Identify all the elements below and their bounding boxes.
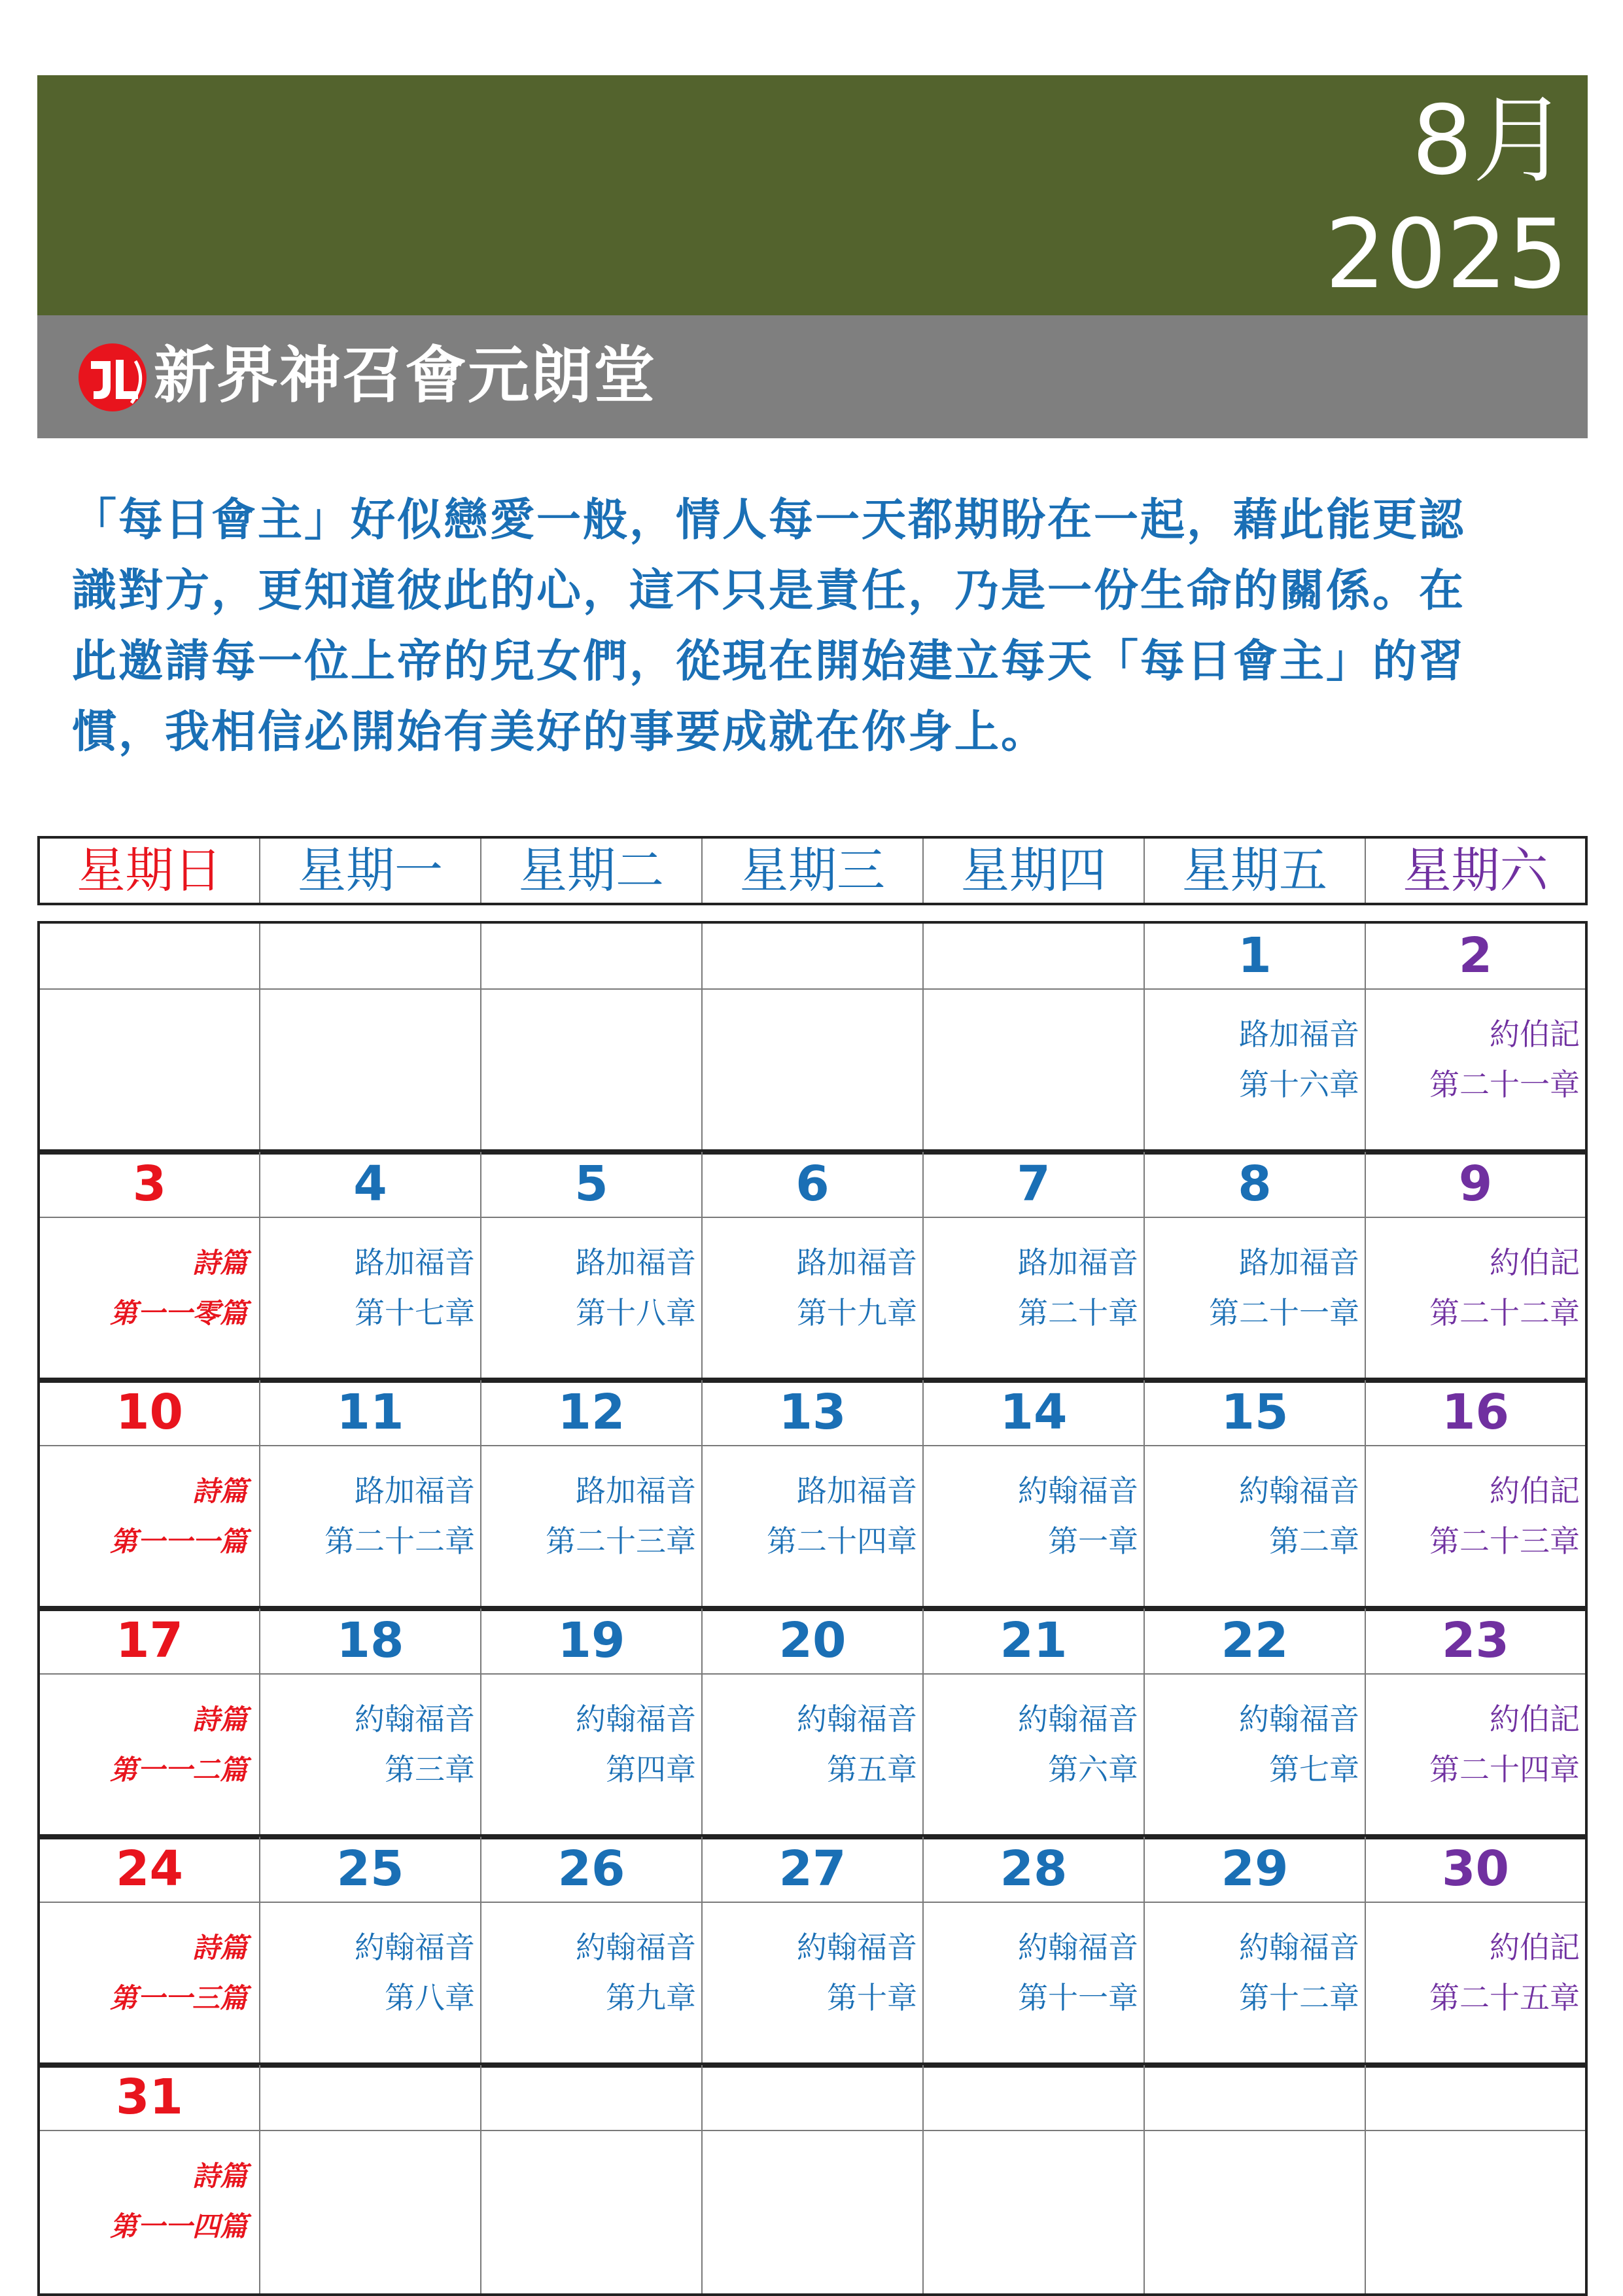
reading-cell [702, 989, 923, 1153]
reading-chapter: 第十八章 [576, 1295, 696, 1331]
reading-book: 路加福音 [355, 1245, 475, 1280]
reading-cell [1365, 1674, 1586, 1838]
reading-book: 約翰福音 [1239, 1701, 1359, 1737]
reading-book: 約翰福音 [1018, 1930, 1138, 1965]
reading-cell [1144, 1446, 1365, 1610]
day-number: 23 [1365, 1607, 1586, 1674]
reading-chapter: 第二章 [1269, 1523, 1359, 1559]
calendar-week [37, 1606, 1588, 1839]
reading-book: 約伯記 [1490, 1930, 1580, 1965]
calendar-week [37, 2062, 1588, 2296]
reading-chapter: 第一一二篇 [109, 1754, 247, 1786]
reading-chapter: 第一一三篇 [109, 1982, 247, 2014]
reading-cell [481, 1217, 702, 1382]
calendar-week [37, 921, 1588, 1155]
reading-chapter: 第二十五章 [1429, 1980, 1580, 2015]
calendar-week [37, 1149, 1588, 1383]
reading-book: 路加福音 [1239, 1245, 1359, 1280]
day-number [481, 922, 702, 989]
day-number: 18 [260, 1607, 481, 1674]
reading-cell [39, 1902, 260, 2066]
reading-cell [923, 1674, 1144, 1838]
reading-book: 約伯記 [1490, 1017, 1580, 1052]
reading-book: 約翰福音 [355, 1701, 475, 1737]
day-number [260, 922, 481, 989]
reading-chapter: 第二十二章 [324, 1523, 475, 1559]
reading-chapter: 第二十一章 [1209, 1295, 1359, 1331]
day-number: 10 [39, 1379, 260, 1446]
reading-cell [923, 1217, 1144, 1382]
reading-cell [1365, 989, 1586, 1153]
reading-cell [39, 1217, 260, 1382]
reading-chapter: 第十九章 [797, 1295, 917, 1331]
day-number [1365, 2064, 1586, 2131]
weekday-thursday: 星期四 [923, 837, 1144, 904]
day-number: 2 [1365, 922, 1586, 989]
day-number: 16 [1365, 1379, 1586, 1446]
day-number: 30 [1365, 1835, 1586, 1902]
reading-book: 路加福音 [1239, 1017, 1359, 1052]
reading-book: 路加福音 [1018, 1245, 1138, 1280]
reading-chapter: 第十一章 [1018, 1980, 1138, 2015]
day-number: 17 [39, 1607, 260, 1674]
day-number [260, 2064, 481, 2131]
day-number: 25 [260, 1835, 481, 1902]
reading-chapter: 第二十三章 [1429, 1523, 1580, 1559]
reading-chapter: 第二十二章 [1429, 1295, 1580, 1331]
reading-cell [481, 2131, 702, 2295]
reading-chapter: 第三章 [385, 1752, 475, 1787]
reading-cell [1144, 1902, 1365, 2066]
reading-cell [1365, 2131, 1586, 2295]
reading-cell [702, 2131, 923, 2295]
day-number [481, 2064, 702, 2131]
day-number [702, 2064, 923, 2131]
day-number: 26 [481, 1835, 702, 1902]
reading-book: 詩篇 [192, 1247, 247, 1279]
reading-cell [923, 989, 1144, 1153]
day-number: 20 [702, 1607, 923, 1674]
day-number: 6 [702, 1151, 923, 1217]
calendar-week [37, 1834, 1588, 2068]
intro-paragraph [72, 485, 1557, 768]
reading-cell [702, 1217, 923, 1382]
day-number: 29 [1144, 1835, 1365, 1902]
intro-line: 慣，我相信必開始有美好的事要成就在你身上。 [72, 706, 1048, 758]
reading-chapter: 第四章 [606, 1752, 696, 1787]
reading-cell [39, 1674, 260, 1838]
reading-cell [260, 989, 481, 1153]
reading-chapter: 第十章 [827, 1980, 917, 2015]
reading-cell [481, 1674, 702, 1838]
day-number: 24 [39, 1835, 260, 1902]
reading-book: 詩篇 [192, 1703, 247, 1735]
reading-cell [1144, 989, 1365, 1153]
reading-book: 約翰福音 [576, 1930, 696, 1965]
day-number: 12 [481, 1379, 702, 1446]
reading-chapter: 第十七章 [355, 1295, 475, 1331]
weekday-sunday: 星期日 [39, 837, 260, 904]
day-number: 8 [1144, 1151, 1365, 1217]
reading-book: 約翰福音 [797, 1930, 917, 1965]
reading-book: 約翰福音 [1018, 1473, 1138, 1508]
day-number: 4 [260, 1151, 481, 1217]
reading-cell [702, 1674, 923, 1838]
reading-cell [702, 1446, 923, 1610]
reading-chapter: 第十二章 [1239, 1980, 1359, 2015]
reading-book: 約翰福音 [1239, 1473, 1359, 1508]
day-number [923, 2064, 1144, 2131]
day-number: 13 [702, 1379, 923, 1446]
reading-book: 約翰福音 [797, 1701, 917, 1737]
weekday-header [37, 836, 1588, 905]
reading-book: 約伯記 [1490, 1245, 1580, 1280]
reading-cell [1144, 2131, 1365, 2295]
day-number: 9 [1365, 1151, 1586, 1217]
day-number: 15 [1144, 1379, 1365, 1446]
reading-chapter: 第一一一篇 [109, 1525, 247, 1557]
day-number [1144, 2064, 1365, 2131]
day-number [39, 922, 260, 989]
reading-cell [260, 1446, 481, 1610]
reading-cell [260, 1902, 481, 2066]
reading-chapter: 第二十章 [1018, 1295, 1138, 1331]
day-number: 19 [481, 1607, 702, 1674]
reading-chapter: 第八章 [385, 1980, 475, 2015]
reading-book: 路加福音 [797, 1245, 917, 1280]
reading-book: 約翰福音 [576, 1701, 696, 1737]
weekday-monday: 星期一 [260, 837, 481, 904]
reading-cell [39, 2131, 260, 2295]
reading-chapter: 第十六章 [1239, 1067, 1359, 1102]
weekday-wednesday: 星期三 [702, 837, 923, 904]
reading-cell [702, 1902, 923, 2066]
reading-cell [481, 989, 702, 1153]
reading-book: 路加福音 [797, 1473, 917, 1508]
church-logo-icon [77, 341, 152, 413]
day-number: 31 [39, 2064, 260, 2131]
reading-chapter: 第二十三章 [546, 1523, 696, 1559]
day-number [923, 922, 1144, 989]
day-number: 27 [702, 1835, 923, 1902]
day-number: 7 [923, 1151, 1144, 1217]
reading-chapter: 第一章 [1048, 1523, 1138, 1559]
reading-cell [1144, 1217, 1365, 1382]
reading-book: 約翰福音 [355, 1930, 475, 1965]
calendar-week [37, 1378, 1588, 1611]
reading-cell [923, 2131, 1144, 2295]
reading-book: 約伯記 [1490, 1473, 1580, 1508]
day-number: 14 [923, 1379, 1144, 1446]
reading-cell [260, 2131, 481, 2295]
intro-line: 「每日會主」好似戀愛一般，情人每一天都期盼在一起，藉此能更認 [72, 495, 1466, 546]
weekday-friday: 星期五 [1144, 837, 1365, 904]
reading-cell [260, 1674, 481, 1838]
day-number: 21 [923, 1607, 1144, 1674]
reading-book: 詩篇 [192, 1932, 247, 1964]
intro-line: 此邀請每一位上帝的兒女們，從現在開始建立每天「每日會主」的習 [72, 636, 1466, 687]
church-name: 新界神召會元朗堂 [154, 340, 657, 411]
reading-book: 路加福音 [576, 1245, 696, 1280]
day-number: 1 [1144, 922, 1365, 989]
reading-chapter: 第二十四章 [767, 1523, 917, 1559]
weekday-tuesday: 星期二 [481, 837, 702, 904]
reading-chapter: 第九章 [606, 1980, 696, 2015]
reading-book: 路加福音 [355, 1473, 475, 1508]
weekday-saturday: 星期六 [1365, 837, 1586, 904]
reading-chapter: 第五章 [827, 1752, 917, 1787]
reading-chapter: 第二十四章 [1429, 1752, 1580, 1787]
day-number: 5 [481, 1151, 702, 1217]
reading-chapter: 第二十一章 [1429, 1067, 1580, 1102]
intro-line: 識對方，更知道彼此的心，這不只是責任，乃是一份生命的關係。在 [72, 565, 1466, 617]
reading-chapter: 第七章 [1269, 1752, 1359, 1787]
day-number: 22 [1144, 1607, 1365, 1674]
day-number: 3 [39, 1151, 260, 1217]
day-number: 11 [260, 1379, 481, 1446]
reading-cell [923, 1446, 1144, 1610]
reading-book: 路加福音 [576, 1473, 696, 1508]
reading-cell [1144, 1674, 1365, 1838]
reading-cell [1365, 1217, 1586, 1382]
reading-book: 詩篇 [192, 1475, 247, 1507]
reading-cell [923, 1902, 1144, 2066]
reading-chapter: 第一一零篇 [109, 1297, 247, 1329]
reading-cell [481, 1446, 702, 1610]
month-banner [37, 75, 1588, 315]
reading-chapter: 第六章 [1048, 1752, 1138, 1787]
church-bar [37, 315, 1588, 438]
reading-cell [260, 1217, 481, 1382]
reading-chapter: 第一一四篇 [109, 2210, 247, 2242]
reading-book: 詩篇 [192, 2160, 247, 2192]
month-label: 8月 [1412, 85, 1568, 196]
reading-cell [39, 989, 260, 1153]
day-number [702, 922, 923, 989]
reading-cell [39, 1446, 260, 1610]
reading-cell [1365, 1902, 1586, 2066]
day-number: 28 [923, 1835, 1144, 1902]
reading-book: 約伯記 [1490, 1701, 1580, 1737]
reading-book: 約翰福音 [1018, 1701, 1138, 1737]
reading-cell [481, 1902, 702, 2066]
reading-book: 約翰福音 [1239, 1930, 1359, 1965]
year-label: 2025 [1325, 199, 1568, 310]
reading-cell [1365, 1446, 1586, 1610]
